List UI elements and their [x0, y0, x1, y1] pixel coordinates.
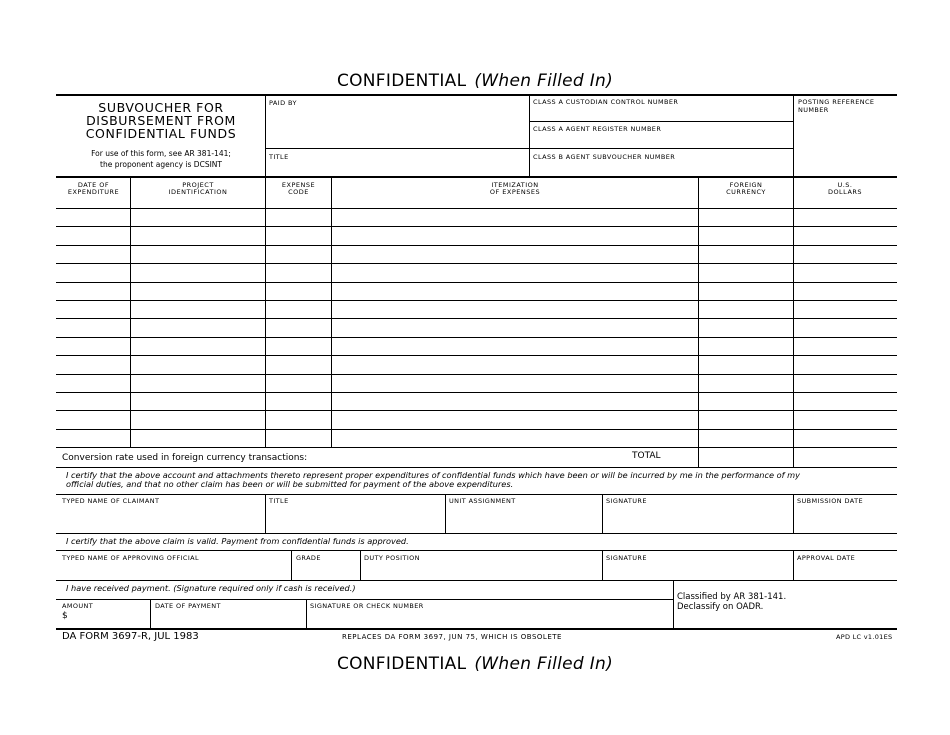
- classification-text: CONFIDENTIAL: [336, 654, 467, 674]
- column-header-project: PROJECT IDENTIFICATION: [168, 181, 228, 196]
- form-identifier: DA FORM 3697-R, JUL 1983: [62, 631, 199, 642]
- currency-symbol: $: [62, 611, 68, 621]
- table-row: [56, 226, 897, 227]
- divider: [56, 533, 897, 534]
- classification-text: CONFIDENTIAL: [336, 71, 467, 91]
- header-bottom-border: [56, 176, 897, 178]
- declassify-text: Declassify on OADR.: [677, 602, 764, 612]
- version-label: APD LC v1.01ES: [836, 633, 893, 641]
- table-column-divider: [130, 176, 131, 447]
- title-field[interactable]: TITLE: [269, 153, 289, 161]
- claimant-signature-field[interactable]: SIGNATURE: [606, 497, 647, 505]
- custodian-control-number-field[interactable]: CLASS A CUSTODIAN CONTROL NUMBER: [533, 98, 679, 106]
- table-row: [56, 429, 897, 430]
- payment-signature-field[interactable]: SIGNATURE OR CHECK NUMBER: [310, 602, 424, 610]
- divider: [265, 96, 266, 176]
- divider: [150, 599, 151, 628]
- form-bottom-border: [56, 628, 897, 630]
- submission-date-field[interactable]: SUBMISSION DATE: [797, 497, 863, 505]
- divider: [793, 550, 794, 580]
- table-row: [56, 374, 897, 375]
- classification-qualifier: (When Filled In): [474, 71, 614, 91]
- divider: [56, 580, 897, 581]
- bottom-classification-banner: [0, 654, 950, 674]
- claimant-name-field[interactable]: TYPED NAME OF CLAIMANT: [62, 497, 160, 505]
- table-row: [56, 263, 897, 264]
- classification-qualifier: (When Filled In): [474, 654, 614, 674]
- column-header-us-dollars: U.S. DOLLARS: [827, 181, 863, 196]
- approving-official-name-field[interactable]: TYPED NAME OF APPROVING OFFICIAL: [62, 554, 200, 562]
- divider: [445, 494, 446, 533]
- agent-register-number-field[interactable]: CLASS A AGENT REGISTER NUMBER: [533, 125, 662, 133]
- divider: [265, 148, 793, 149]
- divider: [602, 550, 603, 580]
- form-title-line2: DISBURSEMENT FROM: [86, 113, 236, 128]
- table-column-divider: [331, 176, 332, 447]
- divider: [529, 121, 793, 122]
- total-divider: [698, 447, 699, 467]
- table-row: [56, 282, 897, 283]
- claimant-certify-line2: official duties, and that no other claim has been or will be submitted for payment of the above expenditures.: [66, 479, 514, 489]
- divider: [56, 494, 897, 495]
- amount-field[interactable]: AMOUNT: [62, 602, 94, 610]
- replaces-notice: REPLACES DA FORM 3697, JUN 75, WHICH IS OBSOLETE: [342, 633, 562, 641]
- approval-certification: I certify that the above claim is valid. Payment from confidential funds is approved.: [66, 536, 409, 546]
- classification-authority: [677, 592, 786, 612]
- classified-by-text: Classified by AR 381-141.: [677, 592, 787, 602]
- table-row: [56, 410, 897, 411]
- claimant-title-field[interactable]: TITLE: [269, 497, 289, 505]
- divider: [793, 96, 794, 176]
- table-column-divider: [793, 176, 794, 447]
- divider: [529, 96, 530, 176]
- table-row: [56, 447, 897, 448]
- agent-subvoucher-number-field[interactable]: CLASS B AGENT SUBVOUCHER NUMBER: [533, 153, 676, 161]
- divider: [673, 580, 674, 628]
- duty-position-field[interactable]: DUTY POSITION: [364, 554, 420, 562]
- column-header-foreign-currency: FOREIGN CURRENCY: [726, 181, 766, 196]
- table-column-divider: [698, 176, 699, 447]
- divider: [793, 494, 794, 533]
- table-row: [56, 318, 897, 319]
- claimant-certify-line1: I certify that the above account and attachments thereto represent proper expenditures of confidential funds which have been or will be incurred by me in the performance of my: [66, 470, 800, 480]
- posting-reference-field[interactable]: [798, 98, 874, 114]
- form-title-line3: CONFIDENTIAL FUNDS: [85, 126, 237, 141]
- title-block: [56, 96, 266, 176]
- divider: [602, 494, 603, 533]
- form-title-line1: SUBVOUCHER FOR: [98, 100, 224, 115]
- posting-ref-label-2: NUMBER: [798, 106, 829, 114]
- top-classification-banner: [0, 71, 950, 91]
- grade-field[interactable]: GRADE: [296, 554, 321, 562]
- divider: [265, 494, 266, 533]
- total-divider: [793, 447, 794, 467]
- posting-ref-label-1: POSTING REFERENCE: [798, 98, 875, 106]
- divider: [56, 550, 897, 551]
- divider: [306, 599, 307, 628]
- table-row: [56, 245, 897, 246]
- column-header-itemization: ITEMIZATION OF EXPENSES: [489, 181, 541, 196]
- table-row: [56, 300, 897, 301]
- claimant-certification: [66, 471, 800, 489]
- paid-by-field[interactable]: PAID BY: [269, 99, 297, 107]
- payment-date-field[interactable]: DATE OF PAYMENT: [155, 602, 221, 610]
- conversion-rate-field[interactable]: Conversion rate used in foreign currency transactions:: [62, 453, 308, 463]
- divider: [360, 550, 361, 580]
- approval-signature-field[interactable]: SIGNATURE: [606, 554, 647, 562]
- table-row: [56, 337, 897, 338]
- column-header-expense-code: EXPENSE CODE: [281, 181, 316, 196]
- table-row: [56, 392, 897, 393]
- approval-date-field[interactable]: APPROVAL DATE: [797, 554, 856, 562]
- payment-received-statement: I have received payment. (Signature required only if cash is received.): [66, 583, 356, 593]
- divider: [56, 467, 897, 468]
- total-label: TOTAL: [632, 451, 661, 461]
- form-note-line2: the proponent agency is DCSINT: [100, 160, 222, 169]
- table-header-divider: [56, 208, 897, 209]
- table-column-divider: [265, 176, 266, 447]
- unit-assignment-field[interactable]: UNIT ASSIGNMENT: [449, 497, 516, 505]
- table-row: [56, 355, 897, 356]
- form-note-line1: For use of this form, see AR 381-141;: [91, 149, 231, 158]
- divider: [56, 599, 673, 600]
- divider: [291, 550, 292, 580]
- column-header-date: DATE OF EXPENDITURE: [67, 181, 120, 196]
